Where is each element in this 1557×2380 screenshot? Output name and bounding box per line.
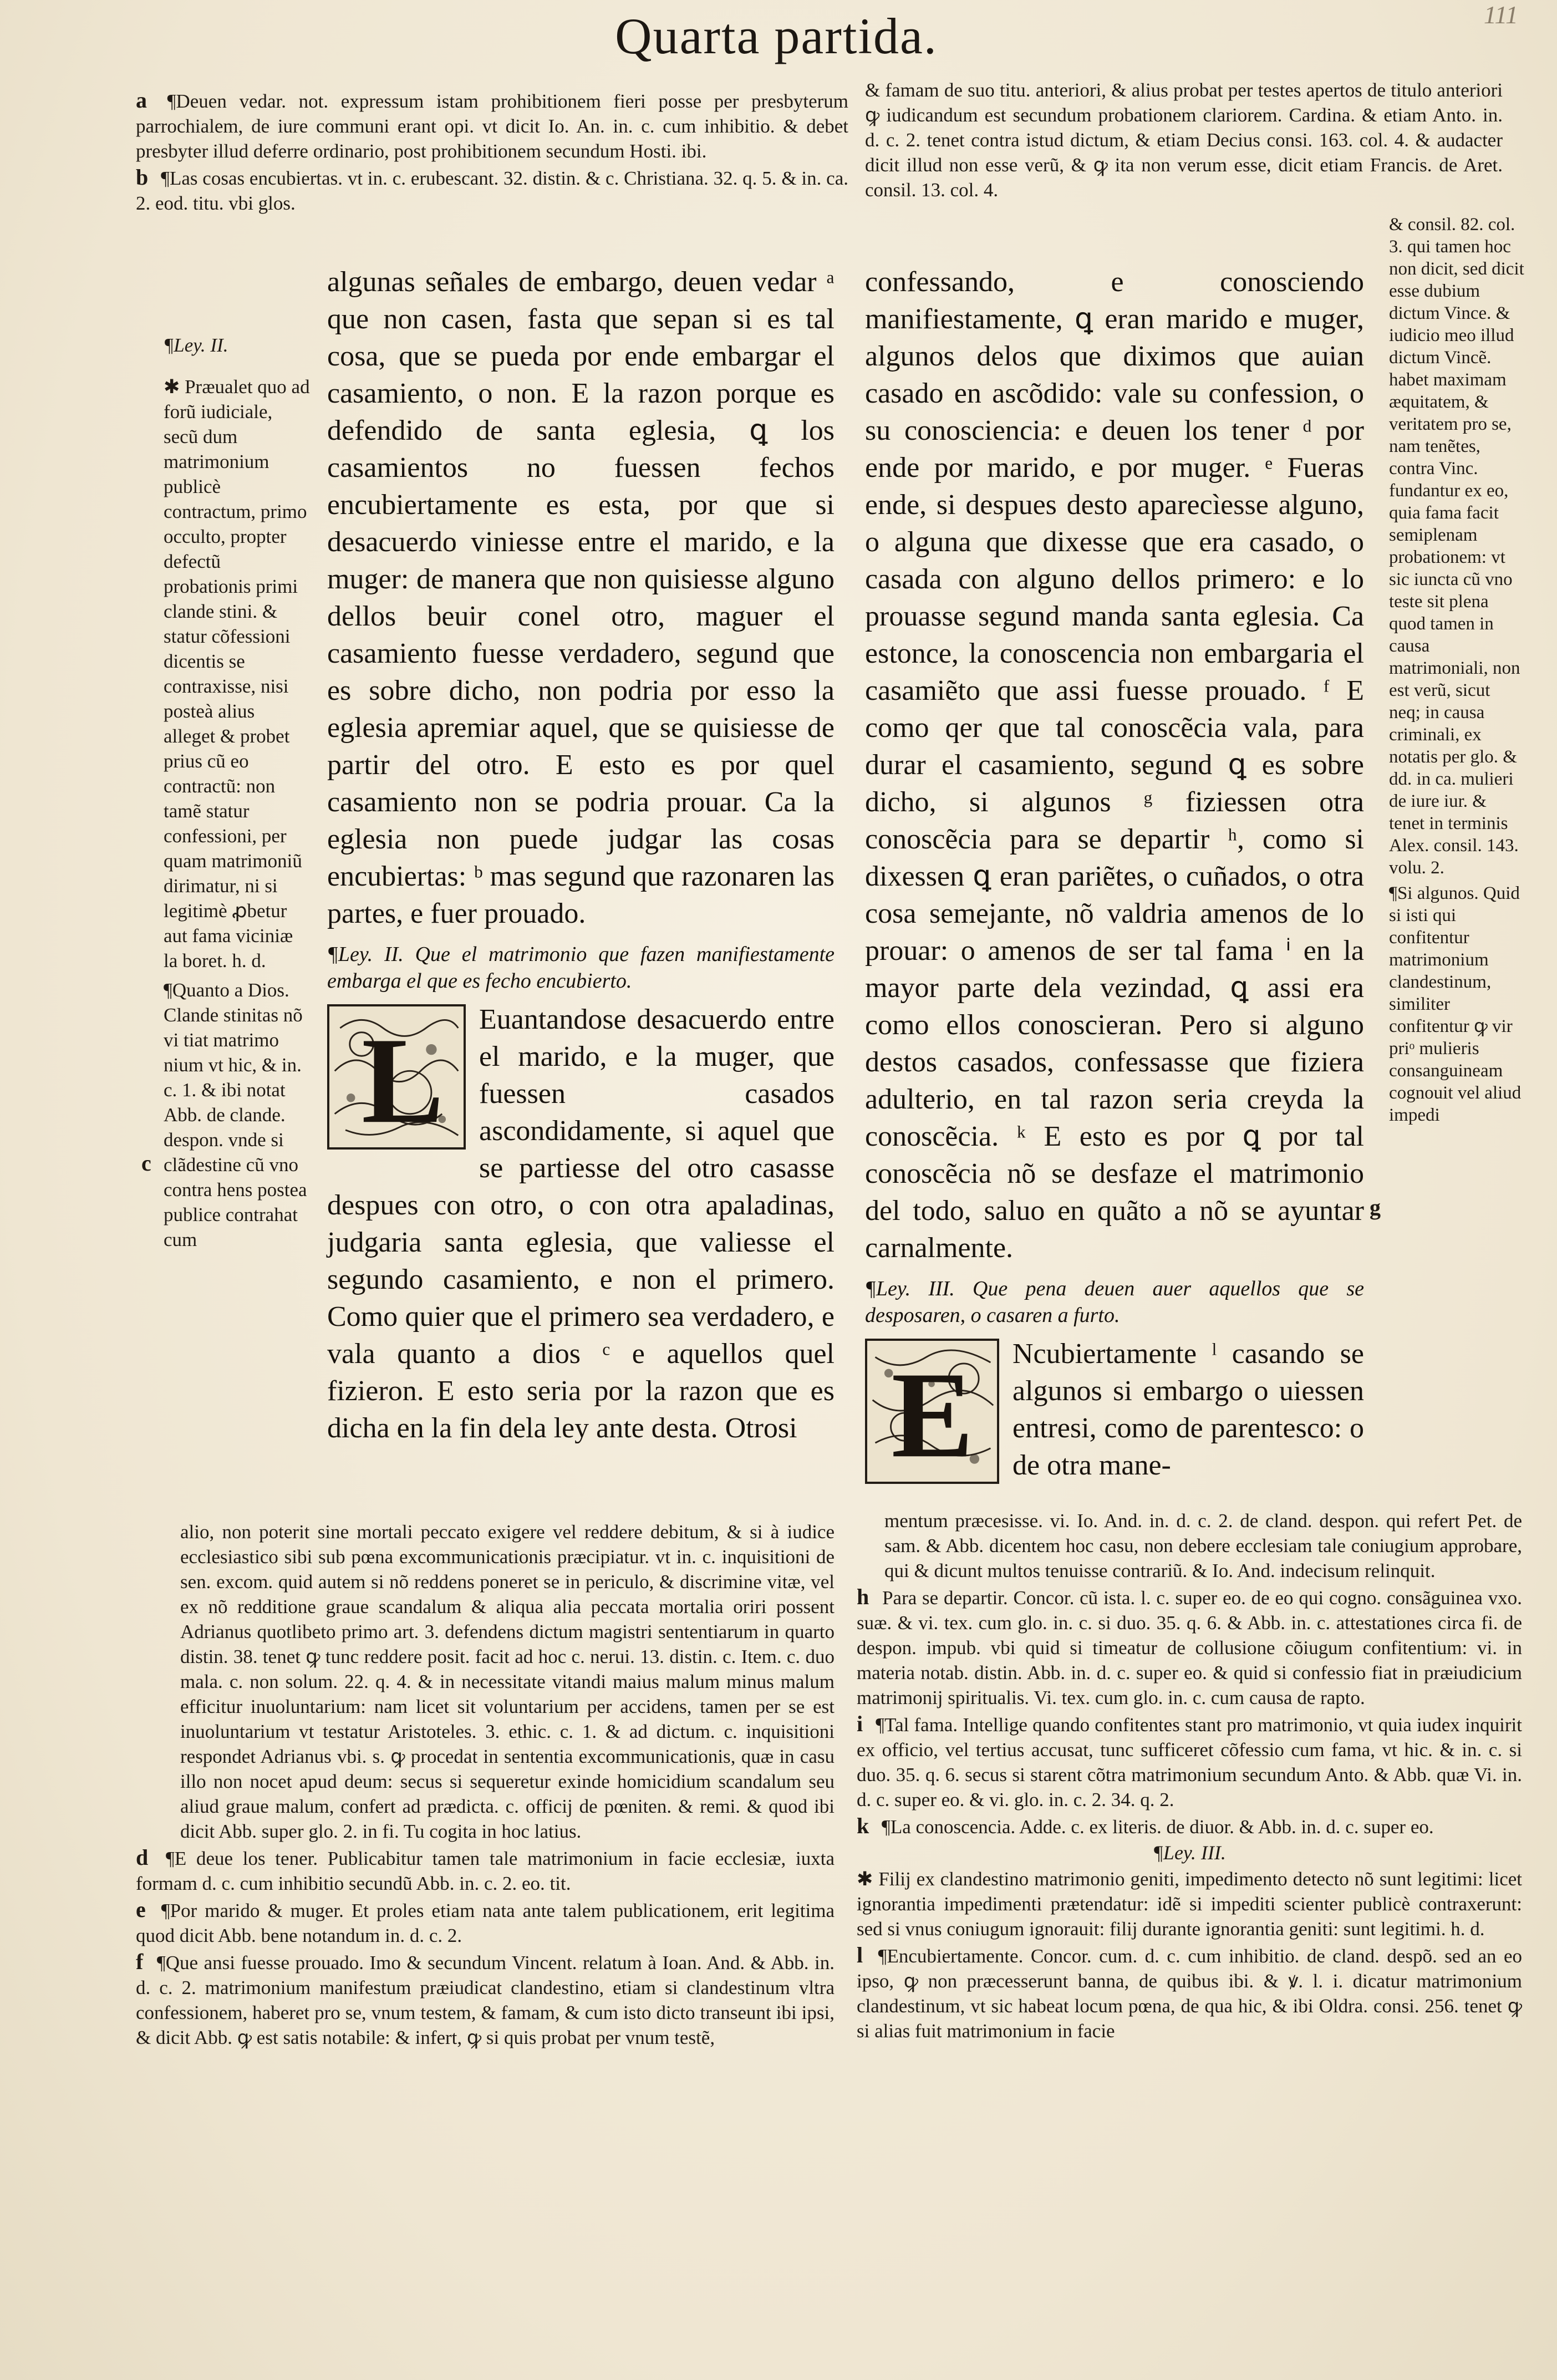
dropcap-letter: E <box>891 1347 974 1482</box>
gloss-note-i: i ¶Tal fama. Intellige quando confitentes stant pro matrimonio, vt quia iudex inquirit ex officio, vel tertius accusat, tunc sufficeret cõfessio cum fama, vt hic. & in. c. si duo. 35. q. 6. secus si starent cõtra matrimonium secundum Anto. & Abb. quæ Vi. in. d. c. super eo. & vi. glo. in. c. 2. 34. q. 2. <box>857 1711 1523 1811</box>
gloss-note-c: ¶Quanto a Dios. Clande stinitas nõ vi tiat matrimo nium vt hic, & in. c. 1. & ibi notat Abb. de clande. despon. vnde si clãdestine cũ vno contra hens postea publice contrahat cum <box>164 979 307 1250</box>
gloss-note-e: e ¶Por marido & muger. Et proles etiam nata ante talem publicationem, erit legitima quod dicit Abb. bene notandum in. d. c. 2. <box>136 1897 835 1946</box>
right-margin-notes <box>1389 213 1525 1126</box>
law2-continuation: confessando, e conosciendo manifiestamente, ꝗ eran marido e muger, algunos delos que diximos que auian casado en ascõdido: vale su confession, o su conosciencia: e deuen los tener ᵈ por ende por marido, e por muger. ᵉ Fueras ende, si despues desto aparecìesse alguno, o alguna que dixesse que era casado, o casada con alguno dellos primero: e lo prouasse segund manda santa eglesia. Ca estonce, la conoscencia non embargaria el casamiẽto que assi fuesse prouado. ᶠ E como qer que tal conoscẽcia vala, para durar el casamiento, segund ꝗ es sobre dicho, si algunos ᵍ fiziessen otra conoscẽcia para se departir ʰ, como si dixessen ꝗ eran pariẽtes, o cuñados, o otra cosa semejante, nõ valdria amenos de lo prouar: o amenos de ser tal fama ⁱ en la mayor parte dela vezindad, ꝗ assi era como ellos conoscieran. Pero si alguno destos casados, confessasse que fiziera adulterio, en tal razon seria creyda la conoscẽcia. ᵏ E esto es por ꝗ por tal conoscẽcia nõ se desfaze el matrimonio del todo, saluo en quãto a nõ se ayuntar carnalmente. <box>865 266 1364 1264</box>
note-mark: b <box>136 165 149 190</box>
dropcap-letter: L <box>362 1013 444 1147</box>
gloss-continuation: & consil. 82. col. 3. qui tamen hoc non dicit, sed dicit esse dubium dictum Vince. & iudicio meo illud dictum Vincẽ. habet maximam æquitatem, & veritatem pro se, nam tenẽtes, contra Vinc. fundantur ex eo, quia fama facit semiplenam probationem: vt sic iuncta cũ vno teste sit plena quod tamen in causa matrimoniali, non est verũ, sicut neq; in causa criminali, ex notatis per glo. & dd. in ca. mulieri de iure iur. & tenet in terminis Alex. consil. 143. volu. 2. <box>1389 215 1524 878</box>
main-text-left <box>327 263 835 1447</box>
ley-label: ¶Ley. II. <box>164 334 228 356</box>
gloss-ley3-label: ¶Ley. III. <box>1153 1842 1226 1864</box>
gloss-top-right <box>865 78 1503 204</box>
note-mark-c: c <box>141 1151 151 1176</box>
gloss-note-k: k ¶La conoscencia. Adde. c. ex literis. de diuor. & Abb. in. d. c. super eo. <box>857 1813 1434 1838</box>
law2-paragraph: Euantandose desacuerdo entre el marido, e la muger, que fuessen casados ascondidamente, si aquel que se partiesse del otro casasse despues con otro, o con otra apaladinas, judgaria santa eglesia, que valiesse el segundo casamiento, e non el primero. Como quier que el primero sea verdadero, e vala quanto a dios ᶜ e aquellos quel fizieron. E esto seria por la razon que es dicha en la fin dela ley ante desta. Otrosi <box>327 1004 835 1444</box>
law3-paragraph: Ncubiertamente ˡ casando se algunos si embargo o uiessen entresi, como de parentesco: o de otra mane- <box>1012 1338 1364 1481</box>
summary-note: ✱ Præualet quo ad forũ iudiciale, secũ dum matrimonium publicè contractum, primo occulto, propter defectũ probationis primi clande stini. & statur cõfessioni dicentis se contraxisse, nisi posteà alius alleget & probet prius cũ eo contractũ: non tamẽ statur confessioni, per quam matrimoniũ dirimatur, ni si legitimè ꝓbetur aut fama viciniæ la boret. h. d. <box>164 376 310 972</box>
gloss-note-g: ¶Si algunos. Quid si isti qui confitentur matrimonium clandestinum, similiter confitentur ꝙ vir priᵒ mulieris consanguineam cognouit vel aliud impedi <box>1389 883 1522 1125</box>
gloss-note-l-continued: mentum præcesisse. vi. Io. And. in. d. c. 2. de cland. despon. qui refert Pet. de sam. & Abb. dicentem hoc casu, non debere ecclesiam tale coniugium approbare, qui & dicunt multos tenuisse contrariũ. & Io. And. indecisum relinquit. <box>884 1510 1522 1581</box>
gloss-bottom-left <box>136 1519 835 2051</box>
gloss-note-a <box>136 88 848 164</box>
running-head: Quarta partida. <box>615 8 938 64</box>
main-text-right <box>865 263 1364 1486</box>
note-text: ¶Deuen vedar. not. expressum istam prohibitionem fieri posse per presbyterum parrochialem, de iure communi erant opi. vt dicit Io. An. in. c. cum inhibitio. & debet presbyter illud deferre ordinario, post prohibitionem secundum Hosti. ibi. <box>136 90 848 162</box>
gloss-note-c-continued: alio, non poterit sine mortali peccato exigere vel reddere debitum, & si à iudice ecclesiastico sibi sub pœna excommunicationis præcipiatur. vt in. c. inquisitioni de sen. excom. quid autem si nõ reddens poneret se in periculo, & discrimine vitæ, vel ex nõ redditione graue scandalum & aliqua alia peccata mortalia oriri possent Adrianus quotlibeto primo art. 3. defendens dictum magistri sententiarum in quarto distin. 38. tenet ꝙ tunc reddere posit. facit ad hoc c. nerui. 13. distin. c. Item. c. duo mala. c. non solum. 22. q. 4. & in necessitate vitandi maius malum minus malum efficitur inuoluntarium: nam licet sit voluntarium per accidens, tamen per se est inuoluntarium vt testatur Aristoteles. 3. ethic. c. 1. & ad dictum. c. inquisitioni respondet Adrianus vbi. s. ꝙ procedat in sententia excommunicationis, quæ in casu illo non nocet apud deum: secus si sequeretur exinde homicidium scandalum seu aliud graue malum, confert ad prædicta. c. officij de pœniten. & remi. & quod ibi dicit Abb. super glo. 2. in fi. Tu cogita in hoc latius. <box>180 1521 835 1842</box>
law2-heading: ¶Ley. II. Que el matrimonio que fazen manifiestamente embarga el que es fecho encubierto. <box>327 943 835 993</box>
note-mark: a <box>136 88 147 113</box>
dropcap-L <box>327 1004 466 1150</box>
dropcap-ornament <box>867 1341 997 1482</box>
law3-heading: ¶Ley. III. Que pena deuen auer aquellos que se desposaren, o casaren a furto. <box>865 1277 1364 1327</box>
dropcap-E <box>865 1339 999 1484</box>
gloss-note-b <box>136 165 848 216</box>
gloss-top-left <box>136 88 848 217</box>
gloss-continuation: & famam de suo titu. anteriori, & alius probat per testes apertos de titulo anteriori ꝙ iudicandum est secundum probationem clariorem. Cardina. & etiam Anto. in. d. c. 2. tenet contra istud dictum, & etiam Decius consi. 163. col. 4. & audacter dicit illud non esse verũ, & ꝙ ita non verum esse, dicit etiam Francis. de Aret. consil. 13. col. 4. <box>865 79 1503 201</box>
note-text: ¶Las cosas encubiertas. vt in. c. erubescant. 32. distin. & c. Christiana. 32. q. 5. & in. ca. 2. eod. titu. vbi glos. <box>136 167 848 214</box>
gloss-note-f: f ¶Que ansi fuesse prouado. Imo & secundum Vincent. relatum à Ioan. And. & Abb. in. d. c. 2. matrimonium manifestum præiudicat clandestino, etiam si clandestinum vltra confessionem, haberet pro se, vnum testem, & famam, & cum isto dicto transeunt ibi ipsi, & dicit Abb. ꝙ est satis notabile: & infert, ꝙ si quis probat per vnum testẽ, <box>136 1949 835 2048</box>
gloss-note-d: d ¶E deue los tener. Publicabitur tamen tale matrimonium in facie ecclesiæ, iuxta formam d. c. cum inhibitio secundũ Abb. in. c. 2. eo. tit. <box>136 1845 835 1894</box>
gloss-note-l: l ¶Encubiertamente. Concor. cum. d. c. cum inhibitio. de cland. despõ. sed an eo ipso, ꝙ non præcesserunt banna, de quibus ibi. & ꝟ. l. i. dicatur matrimonium clandestinum, vt sic habeat locum pœna, de qua hic, & ibi Oldra. consi. 256. tenet ꝙ si alias fuit matrimonium in facie <box>857 1942 1523 2042</box>
dropcap-ornament <box>329 1006 464 1147</box>
gloss-bottom-right <box>857 1508 1522 2045</box>
note-mark-g: g <box>1370 1195 1381 1220</box>
gloss-summary-ley3: ✱ Filij ex clandestino matrimonio geniti, impedimento detecto nõ sunt legitimi: licet ignorantia impedimenti prætendatur: idẽ si impediti scienter publicè contraxerunt: sed si vnus coniugum ignorauit: filij durante ignorantia geniti: sunt legitimi. h. d. <box>857 1868 1522 1940</box>
gloss-note-h: h Para se departir. Concor. cũ ista. l. c. super eo. de eo qui cogno. consãguinea vxo. suæ. & vi. tex. cum glo. in. c. si duo. 35. q. 6. & Abb. in. c. attestationes circa fi. de despon. impub. vbi quid si timeatur de collusione cõiugum confitentium: vi. in materia notab. distin. Abb. in. d. c. super eo. & quid si confessio fiat in præiudicium matrimonij spiritualis. Vi. tex. cum glo. in. c. cum causa de rapto. <box>857 1584 1523 1708</box>
folio-number: 111 <box>1483 1 1518 29</box>
law1-paragraph: algunas señales de embargo, deuen vedar ᵃ que non casen, fasta que sepan si es tal cosa, que se pueda por ende embargar el casamiento, o non. E la razon porque es defendido de santa eglesia, ꝗ los casamientos no fuessen fechos encubiertamente es esta, por que si desacuerdo viniesse entre el marido, e la muger: de manera que non quisiesse alguno dellos beuir conel otro, maguer el casamiento fuesse verdadero, segund que es sobre dicho, non podria por esso la eglesia apremiar aquel, que se quisiesse de partir del otro. E esto es por quel casamiento non se podria prouar. Ca la eglesia non puede judgar las cosas encubiertas: ᵇ mas segund que razonaren las partes, e fuer prouado. <box>327 266 835 929</box>
left-margin-notes <box>164 261 311 1252</box>
